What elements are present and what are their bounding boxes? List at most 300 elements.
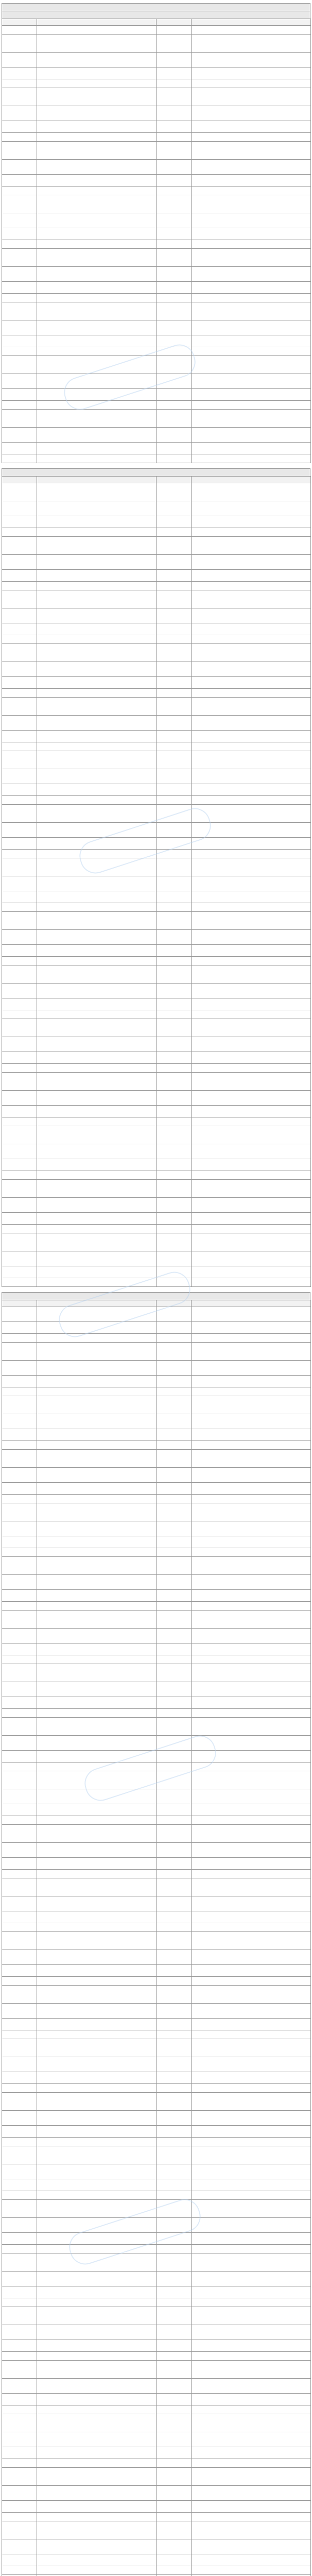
content-cell <box>37 1343 157 1361</box>
position-cell <box>2 1590 37 1602</box>
position-cell <box>157 483 192 501</box>
position-cell <box>157 1251 192 1266</box>
content-cell <box>192 1751 311 1762</box>
content-cell <box>192 53 311 67</box>
position-cell <box>2 537 37 555</box>
table-row <box>2 1322 311 1334</box>
position-cell <box>2 389 37 401</box>
position-cell <box>2 823 37 838</box>
position-cell <box>157 2459 192 2468</box>
table-row <box>2 2486 311 2501</box>
table-row <box>2 662 311 677</box>
content-cell <box>192 930 311 945</box>
content-cell <box>37 240 157 249</box>
position-cell <box>157 1965 192 1977</box>
position-cell <box>2 454 37 463</box>
position-cell <box>2 1911 37 1923</box>
content-cell <box>37 1037 157 1052</box>
position-cell <box>2 374 37 389</box>
table-row <box>2 142 311 160</box>
position-cell <box>157 2272 192 2286</box>
content-cell <box>37 662 157 677</box>
position-cell <box>157 1159 192 1171</box>
position-cell <box>157 2019 192 2030</box>
content-cell <box>37 2340 157 2352</box>
content-cell <box>37 2414 157 2432</box>
content-cell <box>37 320 157 335</box>
position-cell <box>2 249 37 267</box>
position-cell <box>2 1965 37 1977</box>
table-row <box>2 2566 311 2575</box>
position-cell <box>157 213 192 228</box>
content-cell <box>37 623 157 635</box>
content-cell <box>192 2298 311 2307</box>
content-cell <box>192 1414 311 1429</box>
position-cell <box>2 635 37 644</box>
position-cell <box>2 2019 37 2030</box>
position-cell <box>157 1923 192 1932</box>
content-cell <box>192 1664 311 1682</box>
position-cell <box>2 1575 37 1590</box>
content-cell <box>37 1429 157 1441</box>
content-cell <box>192 1986 311 2004</box>
content-cell <box>37 1278 157 1287</box>
table-row <box>2 784 311 796</box>
content-cell <box>37 1450 157 1468</box>
position-cell <box>2 2084 37 2093</box>
position-cell <box>157 1171 192 1180</box>
content-cell <box>192 335 311 347</box>
position-cell <box>2 1709 37 1718</box>
content-cell <box>37 160 157 175</box>
content-cell <box>192 1483 311 1495</box>
content-cell <box>37 2394 157 2405</box>
position-cell <box>157 1019 192 1037</box>
position-cell <box>157 133 192 142</box>
table-row <box>2 876 311 891</box>
content-cell <box>192 133 311 142</box>
content-cell <box>37 2030 157 2039</box>
content-cell <box>192 516 311 528</box>
position-cell <box>2 608 37 623</box>
position-cell <box>2 1126 37 1144</box>
position-cell <box>2 689 37 698</box>
position-cell <box>157 2521 192 2539</box>
position-cell <box>157 1322 192 1334</box>
content-cell <box>192 2486 311 2501</box>
position-cell <box>2 2394 37 2405</box>
table-row <box>2 2414 311 2432</box>
position-cell <box>2 1858 37 1870</box>
content-cell <box>192 2245 311 2253</box>
position-cell <box>2 850 37 858</box>
position-cell <box>157 823 192 838</box>
table-row <box>2 1804 311 1816</box>
position-cell <box>2 930 37 945</box>
content-cell <box>192 401 311 410</box>
content-cell <box>192 1629 311 1643</box>
position-cell <box>157 2179 192 2191</box>
position-cell <box>2 1503 37 1521</box>
table-row <box>2 570 311 582</box>
position-cell <box>157 731 192 742</box>
position-cell <box>157 1334 192 1343</box>
position-cell <box>2 483 37 501</box>
content-cell <box>192 347 311 356</box>
table-row <box>2 1923 311 1932</box>
position-cell <box>157 2486 192 2501</box>
content-cell <box>37 347 157 356</box>
position-cell <box>2 1396 37 1414</box>
position-cell <box>157 106 192 121</box>
content-cell <box>37 79 157 88</box>
position-cell <box>2 1225 37 1233</box>
content-cell <box>37 945 157 957</box>
content-cell <box>192 1387 311 1396</box>
content-cell <box>192 537 311 555</box>
position-cell <box>157 2513 192 2521</box>
content-cell <box>192 410 311 428</box>
content-cell <box>192 1361 311 1376</box>
table-row <box>2 2218 311 2233</box>
table-row <box>2 1343 311 1361</box>
position-cell <box>2 1117 37 1126</box>
table-row <box>2 998 311 1010</box>
content-cell <box>37 1117 157 1126</box>
position-cell <box>157 347 192 356</box>
position-cell <box>157 2200 192 2218</box>
position-cell <box>2 1751 37 1762</box>
position-cell <box>2 644 37 662</box>
content-cell <box>37 2501 157 2513</box>
position-cell <box>157 88 192 106</box>
content-cell <box>192 2164 311 2179</box>
position-cell <box>2 1804 37 1816</box>
table-row <box>2 1655 311 1664</box>
position-cell <box>157 537 192 555</box>
position-cell <box>2 1548 37 1557</box>
content-cell <box>192 662 311 677</box>
content-cell <box>37 2468 157 2486</box>
table-row <box>2 1450 311 1468</box>
table-row <box>2 590 311 608</box>
content-cell <box>37 2126 157 2138</box>
table-row <box>2 1126 311 1144</box>
table-row <box>2 608 311 623</box>
position-cell <box>157 1843 192 1858</box>
position-cell <box>157 1736 192 1751</box>
position-cell <box>157 195 192 213</box>
position-cell <box>157 623 192 635</box>
position-cell <box>2 984 37 998</box>
position-cell <box>2 1233 37 1251</box>
content-cell <box>192 858 311 876</box>
content-cell <box>192 769 311 784</box>
content-cell <box>192 1052 311 1064</box>
content-cell <box>37 26 157 35</box>
content-cell <box>192 1233 311 1251</box>
position-cell <box>157 1429 192 1441</box>
table-row <box>2 1159 311 1171</box>
position-cell <box>157 1575 192 1590</box>
position-cell <box>2 784 37 796</box>
position-cell <box>157 2084 192 2093</box>
content-cell <box>37 2191 157 2200</box>
content-cell <box>192 1495 311 1503</box>
position-cell <box>157 805 192 823</box>
position-cell <box>2 769 37 784</box>
table-row <box>2 410 311 428</box>
content-cell <box>192 443 311 454</box>
content-cell <box>192 1376 311 1387</box>
position-cell <box>2 187 37 195</box>
table-row <box>2 1091 311 1106</box>
table-row <box>2 2352 311 2361</box>
content-cell <box>192 608 311 623</box>
table-row <box>2 2361 311 2379</box>
content-cell <box>192 1037 311 1052</box>
table-row <box>2 2084 311 2093</box>
content-cell <box>37 302 157 320</box>
table-row <box>2 1548 311 1557</box>
position-cell <box>2 26 37 35</box>
position-cell <box>2 2468 37 2486</box>
content-cell <box>37 1091 157 1106</box>
position-cell <box>2 2432 37 2447</box>
table-row <box>2 320 311 335</box>
content-cell <box>192 1521 311 1536</box>
position-cell <box>2 891 37 903</box>
content-cell <box>192 1655 311 1664</box>
content-cell <box>192 1064 311 1073</box>
content-cell <box>37 2233 157 2245</box>
position-cell <box>2 443 37 454</box>
table-row <box>2 2233 311 2245</box>
position-cell <box>157 1091 192 1106</box>
position-cell <box>2 1343 37 1361</box>
content-cell <box>37 965 157 984</box>
position-cell <box>157 53 192 67</box>
position-cell <box>157 79 192 88</box>
table-row <box>2 1064 311 1073</box>
table-row <box>2 1536 311 1548</box>
position-cell <box>2 1664 37 1682</box>
position-cell <box>157 769 192 784</box>
position-cell <box>2 1019 37 1037</box>
content-cell <box>37 1923 157 1932</box>
content-cell <box>37 1064 157 1073</box>
table-row <box>2 891 311 903</box>
position-cell <box>157 1548 192 1557</box>
content-cell <box>192 698 311 716</box>
table-row <box>2 516 311 528</box>
table-row <box>2 67 311 79</box>
content-cell <box>192 79 311 88</box>
position-cell <box>157 1911 192 1923</box>
position-cell <box>2 1789 37 1804</box>
table-row <box>2 1495 311 1503</box>
content-cell <box>192 1804 311 1816</box>
position-cell <box>157 930 192 945</box>
position-cell <box>157 2004 192 2019</box>
position-cell <box>2 858 37 876</box>
content-cell <box>192 501 311 516</box>
content-cell <box>192 240 311 249</box>
position-cell <box>157 1751 192 1762</box>
content-cell <box>37 838 157 850</box>
position-cell <box>2 410 37 428</box>
content-cell <box>192 528 311 537</box>
content-cell <box>192 428 311 443</box>
content-cell <box>37 1483 157 1495</box>
position-cell <box>2 347 37 356</box>
position-cell <box>157 608 192 623</box>
content-cell <box>37 742 157 751</box>
position-cell <box>157 187 192 195</box>
position-cell <box>2 2566 37 2575</box>
table-row <box>2 2272 311 2286</box>
content-cell <box>192 742 311 751</box>
table-row <box>2 1483 311 1495</box>
position-cell <box>2 1816 37 1825</box>
content-cell <box>37 88 157 106</box>
content-cell <box>192 689 311 698</box>
table-row <box>2 2200 311 2218</box>
content-cell <box>192 1503 311 1521</box>
content-cell <box>37 716 157 731</box>
position-cell <box>157 2286 192 2298</box>
content-cell <box>192 2093 311 2111</box>
content-cell <box>192 389 311 401</box>
content-cell <box>192 716 311 731</box>
content-cell <box>192 302 311 320</box>
table-row <box>2 26 311 35</box>
content-cell <box>192 67 311 79</box>
content-cell <box>37 1816 157 1825</box>
position-cell <box>2 1557 37 1575</box>
table-row <box>2 2191 311 2200</box>
position-cell <box>157 1858 192 1870</box>
content-cell <box>192 1450 311 1468</box>
content-cell <box>37 1804 157 1816</box>
content-cell <box>192 1536 311 1548</box>
content-cell <box>192 1643 311 1655</box>
position-cell <box>157 2233 192 2245</box>
content-cell <box>37 67 157 79</box>
content-cell <box>37 2039 157 2057</box>
content-cell <box>192 1697 311 1709</box>
position-cell <box>2 2057 37 2072</box>
position-cell <box>157 335 192 347</box>
content-cell <box>37 891 157 903</box>
content-cell <box>192 677 311 689</box>
table-row <box>2 2307 311 2325</box>
content-cell <box>192 2030 311 2039</box>
content-cell <box>37 912 157 930</box>
position-cell <box>2 1198 37 1213</box>
position-cell <box>157 528 192 537</box>
content-cell <box>192 483 311 501</box>
content-cell <box>37 213 157 228</box>
content-cell <box>37 249 157 267</box>
table-row <box>2 2072 311 2084</box>
table-row <box>2 1816 311 1825</box>
position-cell <box>2 838 37 850</box>
position-cell <box>157 1266 192 1278</box>
position-cell <box>157 2414 192 2432</box>
content-cell <box>37 1548 157 1557</box>
position-cell <box>2 1213 37 1225</box>
content-cell <box>37 2245 157 2253</box>
content-cell <box>192 1789 311 1804</box>
position-cell <box>157 228 192 240</box>
document-title <box>2 3 310 11</box>
position-cell <box>157 2447 192 2459</box>
content-cell <box>37 2111 157 2126</box>
position-cell <box>157 2164 192 2179</box>
column-header <box>157 19 192 26</box>
table-row <box>2 356 311 374</box>
position-cell <box>2 1361 37 1376</box>
content-cell <box>192 2468 311 2486</box>
table-row <box>2 401 311 410</box>
position-cell <box>157 2030 192 2039</box>
position-cell <box>2 2126 37 2138</box>
position-cell <box>157 2405 192 2414</box>
position-cell <box>157 1789 192 1804</box>
table-row <box>2 2298 311 2307</box>
position-cell <box>2 1843 37 1858</box>
content-cell <box>192 891 311 903</box>
position-cell <box>2 67 37 79</box>
comparison-table <box>2 19 311 463</box>
table-row <box>2 1709 311 1718</box>
position-cell <box>157 1106 192 1117</box>
position-cell <box>2 677 37 689</box>
content-cell <box>192 1771 311 1789</box>
position-cell <box>2 2379 37 2394</box>
position-cell <box>157 2307 192 2325</box>
table-row <box>2 984 311 998</box>
position-cell <box>157 2039 192 2057</box>
position-cell <box>157 850 192 858</box>
content-cell <box>192 2200 311 2218</box>
content-cell <box>37 1911 157 1923</box>
position-cell <box>2 965 37 984</box>
content-cell <box>192 2459 311 2468</box>
position-cell <box>157 240 192 249</box>
position-cell <box>2 240 37 249</box>
position-cell <box>157 1307 192 1322</box>
position-cell <box>157 891 192 903</box>
table-row <box>2 294 311 302</box>
position-cell <box>2 662 37 677</box>
position-cell <box>157 1771 192 1789</box>
content-cell <box>192 213 311 228</box>
content-cell <box>37 751 157 769</box>
content-cell <box>37 1396 157 1414</box>
content-cell <box>192 1816 311 1825</box>
position-cell <box>157 1450 192 1468</box>
content-cell <box>37 428 157 443</box>
content-cell <box>37 930 157 945</box>
content-cell <box>192 796 311 805</box>
position-cell <box>157 1376 192 1387</box>
position-cell <box>2 1986 37 2004</box>
table-row <box>2 1664 311 1682</box>
content-cell <box>192 805 311 823</box>
content-cell <box>37 2272 157 2286</box>
